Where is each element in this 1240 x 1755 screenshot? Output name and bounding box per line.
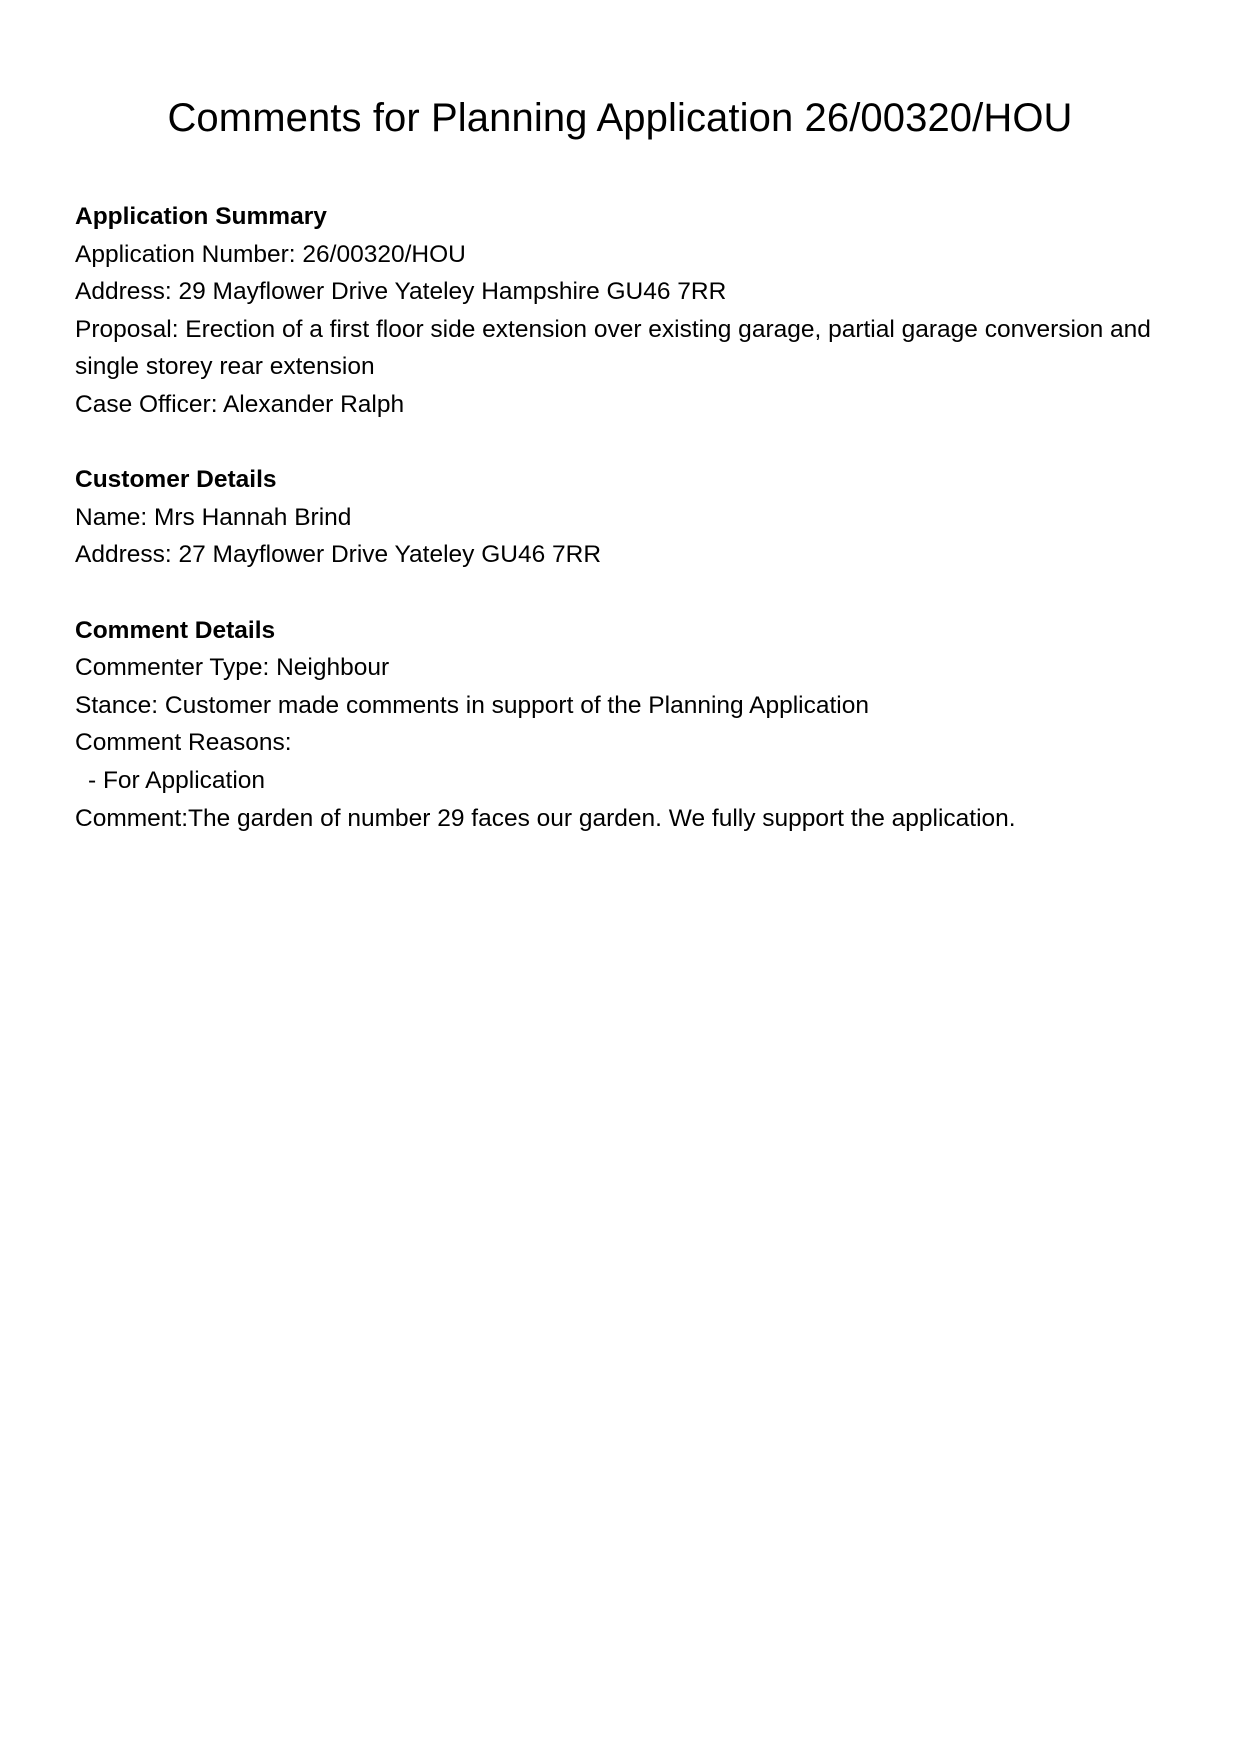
comment-reasons-label: Comment Reasons: bbox=[75, 729, 292, 757]
application-summary-section bbox=[75, 198, 1165, 424]
comment-stance: Stance: Customer made comments in support of the Planning Application bbox=[75, 691, 869, 719]
application-summary-heading: Application Summary bbox=[75, 203, 327, 230]
comment-details-section bbox=[75, 612, 1165, 838]
customer-address: Address: 27 Mayflower Drive Yateley GU46 7RR bbox=[75, 541, 602, 569]
case-officer: Case Officer: Alexander Ralph bbox=[75, 390, 405, 418]
application-address: Address: 29 Mayflower Drive Yateley Hampshire GU46 7RR bbox=[75, 278, 727, 306]
page-title: Comments for Planning Application 26/00320/HOU bbox=[167, 96, 1073, 140]
comment-reason-item: - For Application bbox=[88, 766, 266, 794]
customer-details-heading: Customer Details bbox=[75, 466, 277, 494]
application-number: Application Number: 26/00320/HOU bbox=[75, 240, 466, 268]
commenter-type: Commenter Type: Neighbour bbox=[75, 654, 390, 682]
comment-details-heading: Comment Details bbox=[75, 616, 276, 644]
customer-name: Name: Mrs Hannah Brind bbox=[75, 503, 352, 531]
application-proposal: Proposal: Erection of a first floor side extension over existing garage, partial garage conversion and single storey rear extension bbox=[75, 315, 1151, 381]
customer-details-section bbox=[75, 461, 1165, 574]
comment-text: Comment:The garden of number 29 faces our garden. We fully support the application. bbox=[75, 804, 1016, 832]
document-body bbox=[75, 198, 1165, 875]
